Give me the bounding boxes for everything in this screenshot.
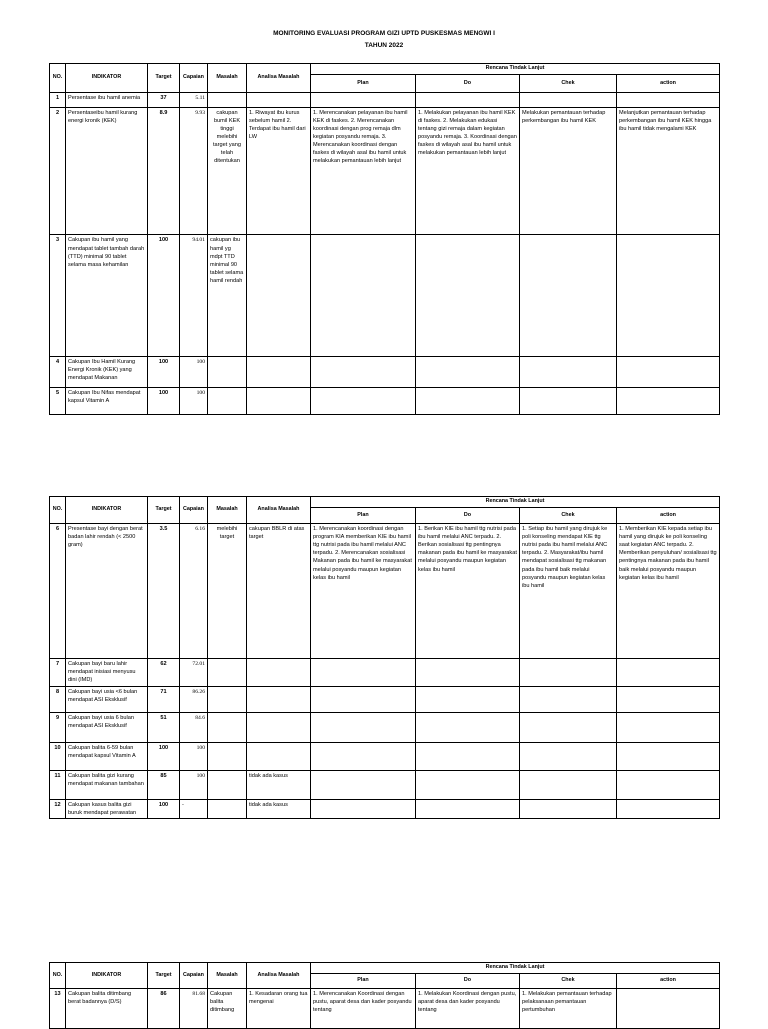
row-analisa: 1. Kesadaran orang tua mengenai xyxy=(247,989,311,1029)
row-action xyxy=(617,687,720,713)
row-indikator: Cakupan balita ditimbang berat badannya (D/S) xyxy=(66,989,148,1029)
row-chek xyxy=(520,771,617,800)
row-do xyxy=(416,357,520,387)
row-action: 1. Memberikan KIE kepada setiap ibu hamil yang dirujuk ke poli konseling saat kegiatan ANC terpadu. 2. Memberikan penyuluhan/ sosialisasi ttg pentingnya makanan pada ibu hamil baik melalui posyandu maupun kegiatan kelas ibu hamil xyxy=(617,524,720,659)
row-masalah xyxy=(208,659,247,687)
row-do xyxy=(416,659,520,687)
row-do xyxy=(416,235,520,357)
row-indikator: Persentaseibu hamil kurang energi kronik (KEK) xyxy=(66,107,148,235)
row-no: 6 xyxy=(50,524,66,659)
row-target: 62 xyxy=(148,659,180,687)
row-analisa xyxy=(247,235,311,357)
table-row xyxy=(50,387,720,414)
row-action xyxy=(617,713,720,743)
row-plan: 1. Merencanakan koordinasi dengan program KIA memberikan KIE ibu hamil ttg nutrisi pada ibu hamil melalui ANC terpadu. 2. Merencanakan sosialisasi Makanan pada ibu hamil ke masyarakat melalui posyandu maupun kegiatan kelas ibu hamil xyxy=(311,524,416,659)
row-plan xyxy=(311,235,416,357)
row-indikator: Cakupan balita gizi kurang mendapat makanan tambahan xyxy=(66,771,148,800)
row-chek xyxy=(520,93,617,107)
row-analisa xyxy=(247,743,311,771)
row-masalah xyxy=(208,93,247,107)
row-capaian: 72.01 xyxy=(180,659,208,687)
row-analisa xyxy=(247,387,311,414)
row-plan xyxy=(311,93,416,107)
row-chek xyxy=(520,659,617,687)
row-action xyxy=(617,989,720,1029)
header-no: NO. xyxy=(50,963,66,989)
row-chek xyxy=(520,235,617,357)
row-target: 100 xyxy=(148,800,180,819)
row-do xyxy=(416,713,520,743)
header-analisa: Analisa Masalah xyxy=(247,497,311,524)
table-row xyxy=(50,800,720,819)
report-title: MONITORING EVALUASI PROGRAM GIZI UPTD PUSKESMAS MENGWI I xyxy=(273,30,495,37)
row-do xyxy=(416,93,520,107)
row-target: 3.5 xyxy=(148,524,180,659)
row-capaian: 100 xyxy=(180,357,208,387)
row-target: 100 xyxy=(148,387,180,414)
row-indikator: Cakupan Ibu Hamil Kurang Energi Kronik (KEK) yang mendapat Makanan xyxy=(66,357,148,387)
row-masalah: cakupan bumil KEK tinggi melebihi target yang telah ditentukan xyxy=(208,107,247,235)
row-action xyxy=(617,357,720,387)
row-action xyxy=(617,743,720,771)
table-row xyxy=(50,989,720,1029)
row-target: 51 xyxy=(148,713,180,743)
table-row xyxy=(50,357,720,387)
row-masalah: cakupan ibu hamil yg mdpt TTD minimal 90 tablet selama hamil rendah xyxy=(208,235,247,357)
header-target: Target xyxy=(148,963,180,989)
header-capaian: Capaian xyxy=(180,64,208,93)
row-masalah xyxy=(208,771,247,800)
row-target: 100 xyxy=(148,357,180,387)
row-target: 37 xyxy=(148,93,180,107)
row-no: 8 xyxy=(50,687,66,713)
row-capaian: 5.11 xyxy=(180,93,208,107)
row-target: 71 xyxy=(148,687,180,713)
row-indikator: Cakupan Ibu Nifas mendapat kapsul Vitamin A xyxy=(66,387,148,414)
row-plan xyxy=(311,387,416,414)
row-analisa: tidak ada kasus xyxy=(247,771,311,800)
row-capaian: - xyxy=(180,800,208,819)
row-masalah xyxy=(208,713,247,743)
row-action: Melanjutkan pemantauan terhadap perkembangan ibu hamil KEK hingga ibu hamil tidak mengalami KEK xyxy=(617,107,720,235)
row-plan xyxy=(311,800,416,819)
row-chek xyxy=(520,357,617,387)
table-row xyxy=(50,687,720,713)
row-no: 7 xyxy=(50,659,66,687)
row-no: 1 xyxy=(50,93,66,107)
row-analisa xyxy=(247,659,311,687)
row-no: 4 xyxy=(50,357,66,387)
header-rtl: Rencana Tindak Lanjut xyxy=(311,64,720,75)
header-action: action xyxy=(617,974,720,989)
header-chek: Chek xyxy=(520,508,617,524)
row-no: 11 xyxy=(50,771,66,800)
header-rtl: Rencana Tindak Lanjut xyxy=(311,963,720,974)
row-no: 2 xyxy=(50,107,66,235)
row-analisa xyxy=(247,93,311,107)
row-masalah xyxy=(208,357,247,387)
header-chek: Chek xyxy=(520,75,617,93)
table-row xyxy=(50,771,720,800)
row-chek xyxy=(520,800,617,819)
header-indikator: INDIKATOR xyxy=(66,497,148,524)
header-analisa: Analisa Masalah xyxy=(247,963,311,989)
header-action: action xyxy=(617,75,720,93)
header-indikator: INDIKATOR xyxy=(66,64,148,93)
row-indikator: Cakupan balita 6-59 bulan mendapat kapsul Vitamin A xyxy=(66,743,148,771)
row-chek xyxy=(520,713,617,743)
row-no: 9 xyxy=(50,713,66,743)
row-plan: 1. Merencanakan Koordinasi dengan pustu, aparat desa dan kader posyandu tentang xyxy=(311,989,416,1029)
row-do xyxy=(416,687,520,713)
row-action xyxy=(617,659,720,687)
row-analisa: 1. Riwayat ibu kurus sebelum hamil 2. Terdapat ibu hamil dari LW xyxy=(247,107,311,235)
row-action xyxy=(617,235,720,357)
row-indikator: Cakupan bayi baru lahir mendapat inisiasi menyusu dini (IMD) xyxy=(66,659,148,687)
row-capaian: 86.26 xyxy=(180,687,208,713)
header-plan: Plan xyxy=(311,75,416,93)
row-no: 12 xyxy=(50,800,66,819)
row-target: 8.9 xyxy=(148,107,180,235)
header-target: Target xyxy=(148,497,180,524)
row-chek: 1. Melakukan pemantauan terhadap pelaksanaan pemantauan pertumbuhan xyxy=(520,989,617,1029)
row-chek xyxy=(520,687,617,713)
row-target: 85 xyxy=(148,771,180,800)
table-row xyxy=(50,93,720,107)
header-chek: Chek xyxy=(520,974,617,989)
row-indikator: Persentase ibu hamil anemia xyxy=(66,93,148,107)
header-masalah: Masalah xyxy=(208,64,247,93)
row-no: 3 xyxy=(50,235,66,357)
row-action xyxy=(617,387,720,414)
table-row xyxy=(50,235,720,357)
header-plan: Plan xyxy=(311,508,416,524)
header-do: Do xyxy=(416,75,520,93)
row-capaian: 6.16 xyxy=(180,524,208,659)
row-analisa xyxy=(247,687,311,713)
row-plan xyxy=(311,771,416,800)
row-do xyxy=(416,800,520,819)
header-capaian: Capaian xyxy=(180,497,208,524)
row-plan xyxy=(311,659,416,687)
row-chek: 1. Setiap ibu hamil yang dirujuk ke poli konseling mendapat KIE ttg nutrisi pada ibu hamil melalui ANC terpadu. 2. Masyarakat/ibu hamil mendapat sosialisasi ttg makanan pada ibu hamil baik melalui posyandu maupun kegiatan kelas ibu hamil xyxy=(520,524,617,659)
row-do: 1. Melakukan pelayanan ibu hamil KEK di faskes. 2. Melakukan edukasi tentang gizi remaja dalam kegiatan posyandu remaja. 3. Koordinasi dengan faskes di wilayah asal ibu hamil untuk melakukan pemantauan lebih lanjut xyxy=(416,107,520,235)
row-masalah xyxy=(208,800,247,819)
header-target: Target xyxy=(148,64,180,93)
header-do: Do xyxy=(416,508,520,524)
row-indikator: Presentase bayi dengan berat badan lahir rendah (< 2500 gram) xyxy=(66,524,148,659)
row-plan xyxy=(311,687,416,713)
row-analisa xyxy=(247,713,311,743)
row-capaian: 9.93 xyxy=(180,107,208,235)
row-capaian: 81.68 xyxy=(180,989,208,1029)
row-masalah xyxy=(208,387,247,414)
row-masalah xyxy=(208,743,247,771)
table-row xyxy=(50,107,720,235)
table-row xyxy=(50,743,720,771)
row-no: 5 xyxy=(50,387,66,414)
header-no: NO. xyxy=(50,64,66,93)
row-analisa xyxy=(247,357,311,387)
monitoring-table-1 xyxy=(49,63,720,415)
row-plan xyxy=(311,357,416,387)
row-capaian: 100 xyxy=(180,743,208,771)
row-capaian: 100 xyxy=(180,387,208,414)
row-do xyxy=(416,743,520,771)
row-capaian: 100 xyxy=(180,771,208,800)
report-year: TAHUN 2022 xyxy=(364,42,404,49)
header-no: NO. xyxy=(50,497,66,524)
row-analisa: cakupan BBLR di atas target xyxy=(247,524,311,659)
row-chek xyxy=(520,743,617,771)
row-do: 1. Berikan KIE ibu hamil ttg nutrisi pada ibu hamil melalui ANC terpadu. 2. Berikan sosialisasi ttg pentingnya makanan pada ibu hamil ke masyarakat melalui posyandu maupun kegiatan kelas ibu hamil xyxy=(416,524,520,659)
row-do xyxy=(416,771,520,800)
row-no: 13 xyxy=(50,989,66,1029)
row-plan: 1. Merencanakan pelayanan ibu hamil KEK di faskes. 2. Merencanakan koordinasi dengan prog remaja dlm kegiatan posyandu remaja. 3. Merencanakan koordinasi dengan faskes di wilayah asal ibu hamil untuk melakukan pemantauan lebih lanjut xyxy=(311,107,416,235)
row-chek xyxy=(520,387,617,414)
row-action xyxy=(617,800,720,819)
row-plan xyxy=(311,713,416,743)
monitoring-table-3 xyxy=(49,962,720,1029)
table-row xyxy=(50,713,720,743)
row-masalah: melebihi target xyxy=(208,524,247,659)
row-action xyxy=(617,771,720,800)
row-masalah: Cakupan balita ditimbang xyxy=(208,989,247,1029)
row-target: 100 xyxy=(148,743,180,771)
row-capaian: 94.01 xyxy=(180,235,208,357)
header-plan: Plan xyxy=(311,974,416,989)
header-action: action xyxy=(617,508,720,524)
row-indikator: Cakupan ibu hamil yang mendapat tablet tambah darah (TTD) minimal 90 tablet selama masa kehamilan xyxy=(66,235,148,357)
row-do: 1. Melakukan Koordinasi dengan pustu, aparat desa dan kader posyandu tentang xyxy=(416,989,520,1029)
header-indikator: INDIKATOR xyxy=(66,963,148,989)
row-indikator: Cakupan bayi usia 6 bulan mendapat ASI Eksklusif xyxy=(66,713,148,743)
monitoring-table-2 xyxy=(49,496,720,819)
row-action xyxy=(617,93,720,107)
header-capaian: Capaian xyxy=(180,963,208,989)
row-indikator: Cakupan bayi usia <6 bulan mendapat ASI Eksklusif xyxy=(66,687,148,713)
header-masalah: Masalah xyxy=(208,497,247,524)
row-plan xyxy=(311,743,416,771)
header-rtl: Rencana Tindak Lanjut xyxy=(311,497,720,508)
row-capaian: 84.6 xyxy=(180,713,208,743)
row-chek: Melakukan pemantauan terhadap perkembangan ibu hamil KEK xyxy=(520,107,617,235)
header-masalah: Masalah xyxy=(208,963,247,989)
table-row xyxy=(50,659,720,687)
row-masalah xyxy=(208,687,247,713)
row-do xyxy=(416,387,520,414)
header-analisa: Analisa Masalah xyxy=(247,64,311,93)
header-do: Do xyxy=(416,974,520,989)
row-no: 10 xyxy=(50,743,66,771)
table-row xyxy=(50,524,720,659)
row-indikator: Cakupan kasus balita gizi buruk mendapat perawatan xyxy=(66,800,148,819)
row-target: 86 xyxy=(148,989,180,1029)
row-target: 100 xyxy=(148,235,180,357)
row-analisa: tidak ada kasus xyxy=(247,800,311,819)
